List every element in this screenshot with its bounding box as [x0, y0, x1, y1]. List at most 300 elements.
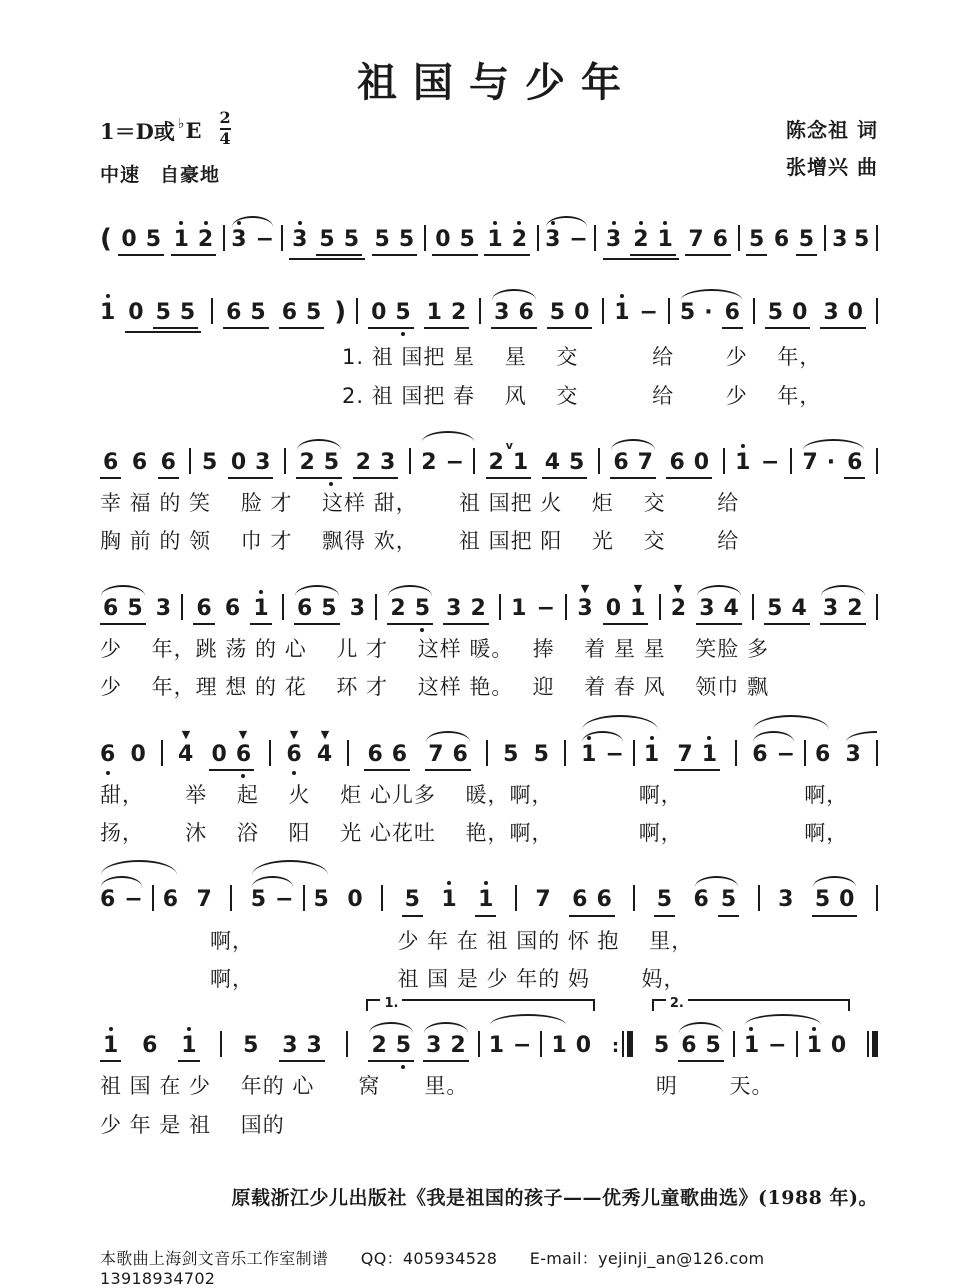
slur-group	[489, 1026, 567, 1058]
note	[390, 597, 405, 621]
note	[606, 597, 621, 621]
note	[823, 301, 838, 325]
octave-dot-above	[237, 221, 241, 225]
note-digit: 1	[103, 1033, 119, 1059]
note	[633, 228, 648, 252]
note	[792, 301, 807, 325]
note	[197, 888, 212, 912]
note-digit: 3	[426, 1033, 442, 1059]
slur-arc	[101, 876, 142, 887]
barline	[473, 448, 475, 474]
note-digit: 6	[724, 300, 740, 326]
note-digit: 7	[428, 741, 444, 767]
note	[367, 743, 382, 767]
notation-line	[100, 996, 878, 1062]
note-digit: 1	[512, 449, 529, 475]
barline	[537, 225, 539, 251]
slur-arc	[252, 860, 328, 875]
note	[306, 301, 321, 325]
beam-group	[547, 301, 593, 329]
note	[395, 301, 410, 325]
barline	[598, 448, 600, 474]
barline	[733, 1031, 735, 1057]
beam-group	[678, 1034, 724, 1062]
octave-dot-above	[639, 221, 643, 225]
note	[706, 1034, 721, 1058]
duration-dash: −	[124, 887, 143, 913]
barline	[594, 225, 596, 251]
system-3	[100, 438, 878, 556]
slur-group	[752, 735, 830, 767]
note	[799, 228, 814, 252]
slur-group	[680, 301, 743, 329]
beam-group	[696, 597, 742, 625]
note	[488, 438, 513, 475]
note-digit: 5	[243, 1033, 259, 1059]
notation-line	[100, 582, 878, 625]
note-digit: 6	[518, 300, 534, 326]
note	[344, 228, 359, 252]
slur-arc	[753, 731, 794, 742]
note	[460, 228, 475, 252]
octave-dot-above	[650, 736, 654, 740]
lyric-line: 幸 福 的 笑 脸 才 这样 甜， 祖 国把 火 炬 交 给	[100, 491, 740, 516]
beam-group	[603, 228, 679, 260]
note	[371, 301, 386, 325]
barline	[356, 298, 358, 324]
slur-group	[421, 443, 475, 475]
composer-credit: 张增兴 曲	[786, 155, 878, 179]
slur-group	[100, 888, 143, 912]
note-digit: 3	[231, 227, 247, 252]
note	[324, 451, 339, 475]
note-digit: 6	[226, 300, 242, 326]
note	[658, 228, 673, 252]
beam-group	[223, 301, 269, 329]
note	[574, 301, 589, 325]
note	[503, 743, 518, 767]
beam-group	[171, 228, 217, 256]
barline	[876, 740, 878, 766]
barline	[796, 1031, 798, 1057]
song-title: 祖国与少年	[357, 59, 637, 106]
slur-arc	[803, 439, 864, 450]
note-digit: 2	[488, 449, 504, 475]
note-digit: 3	[255, 449, 271, 475]
accent-mark: ▼	[674, 582, 683, 595]
slur-arc	[424, 1022, 468, 1033]
barline	[723, 448, 725, 474]
duration-dash: −	[776, 741, 796, 767]
system-7	[100, 996, 878, 1139]
beam-group	[100, 1034, 121, 1062]
barline	[346, 1031, 348, 1057]
octave-dot-above	[179, 221, 183, 225]
note-digit: 6	[131, 449, 148, 475]
note	[202, 451, 217, 475]
note-digit: 4	[544, 449, 560, 475]
beam-group	[158, 451, 179, 479]
barline	[269, 740, 271, 766]
note-digit: 4	[316, 741, 333, 767]
note-digit: 6	[224, 595, 241, 621]
note-digit: 5	[398, 227, 415, 252]
parenthesis: )	[334, 297, 347, 328]
note-digit: 5	[853, 227, 870, 252]
slur-arc	[492, 289, 536, 300]
octave-dot-above	[551, 221, 555, 225]
note	[688, 228, 703, 252]
note-digit: 6	[613, 449, 629, 475]
barline	[381, 885, 383, 911]
note	[669, 451, 684, 475]
note	[156, 301, 171, 325]
barline	[281, 225, 283, 251]
barline	[876, 298, 878, 324]
lyric-line: 少 年，跳 荡 的 心 儿 才 这样 暖。 捧 着 星 星 笑脸 多	[100, 636, 769, 661]
slur-arc	[490, 1014, 566, 1025]
note	[180, 301, 195, 325]
note	[577, 582, 593, 621]
note-digit: 6	[847, 449, 863, 475]
note	[128, 301, 143, 325]
octave-dot-above	[204, 221, 208, 225]
beam-group	[630, 228, 676, 256]
note	[721, 888, 736, 912]
note-digit: 6	[773, 227, 790, 252]
note	[569, 451, 584, 475]
note-digit: 1	[488, 1033, 505, 1059]
note-digit: 5	[306, 300, 322, 326]
note	[421, 451, 436, 475]
note-digit: 2	[421, 449, 437, 475]
repeat-end-barline	[612, 1026, 633, 1057]
note	[121, 228, 136, 252]
beam-group	[718, 888, 739, 916]
note-digit: 2	[299, 449, 315, 475]
note-digit: 0	[211, 741, 227, 767]
beam-group	[125, 301, 201, 333]
note-digit: 6	[596, 887, 612, 913]
note	[832, 228, 847, 252]
beam-group	[294, 597, 340, 625]
slur-group	[251, 880, 329, 912]
note-digit: 2	[470, 595, 486, 621]
barline	[633, 740, 635, 766]
volta-group	[653, 996, 847, 1062]
note-digit: 5	[155, 300, 171, 326]
beam-group	[820, 301, 866, 329]
note-digit: 6	[281, 300, 297, 326]
note	[550, 301, 565, 325]
note	[446, 597, 461, 621]
note	[161, 451, 176, 475]
octave-dot-above	[109, 1027, 113, 1031]
note	[428, 743, 443, 767]
note	[845, 743, 860, 767]
note-digit: 6	[712, 227, 728, 252]
note	[677, 743, 692, 767]
slur-arc	[813, 876, 857, 887]
duration-dash: −	[768, 1033, 787, 1059]
note	[282, 301, 297, 325]
slur-arc	[252, 876, 293, 887]
note	[744, 1034, 759, 1058]
note	[778, 888, 793, 912]
beam-group	[364, 743, 410, 771]
note-digit: 6	[100, 741, 116, 767]
slur-group	[752, 743, 795, 767]
lyricist-credit: 陈念祖 词	[786, 118, 878, 142]
barline	[790, 448, 792, 474]
slur-arc	[695, 876, 739, 887]
octave-dot-above	[493, 221, 497, 225]
note	[802, 451, 817, 475]
beam-group	[674, 743, 720, 771]
note	[426, 1034, 441, 1058]
note-digit: 1	[614, 300, 630, 326]
meter-numerator: 2	[219, 108, 231, 127]
note	[654, 1034, 669, 1058]
note-digit: 1	[253, 595, 269, 621]
note-digit: 3	[823, 300, 839, 326]
system-4	[100, 582, 878, 702]
lyric-line: 2. 祖 国把 春 风 交 给 少 年，	[100, 383, 822, 408]
note-digit: 1	[743, 1033, 760, 1059]
repeat-dots: :	[611, 1036, 620, 1058]
note-digit: 2	[633, 227, 649, 252]
credits-block	[786, 112, 878, 186]
note	[255, 451, 270, 475]
note	[644, 743, 659, 767]
slur-arc	[745, 1014, 821, 1025]
beam-group	[569, 888, 615, 916]
note-digit: 3	[379, 449, 396, 475]
barline	[152, 885, 154, 911]
note	[630, 582, 646, 621]
note	[103, 597, 118, 621]
note-digit: 0	[121, 227, 137, 252]
barline	[181, 594, 183, 620]
note	[694, 451, 709, 475]
note-digit: 1	[735, 449, 751, 475]
barline	[735, 740, 737, 766]
time-signature	[219, 110, 230, 147]
note-digit: 5	[705, 1033, 721, 1059]
beam-group	[279, 1034, 325, 1062]
lyric-line: 祖 国 在 少 年的 心 窝 里。 明 天。	[100, 1074, 774, 1099]
slur-group	[694, 888, 740, 916]
note	[791, 597, 806, 621]
note-digit: 6	[669, 449, 685, 475]
note-digit: 5	[202, 449, 218, 475]
beam-group	[353, 451, 399, 479]
note-digit: 1	[581, 741, 597, 767]
note	[657, 888, 672, 912]
breath-mark: v	[505, 438, 513, 452]
octave-dot-above	[447, 881, 451, 885]
note-digit: 4	[723, 595, 739, 621]
note	[380, 451, 395, 475]
note-digit: 3	[155, 595, 172, 621]
note-digit: 3	[822, 595, 839, 621]
barline	[347, 740, 349, 766]
note	[198, 228, 213, 252]
note-digit: 6	[142, 1033, 158, 1059]
beam-group	[654, 888, 675, 916]
note	[243, 1034, 258, 1058]
barline	[633, 885, 635, 911]
note	[735, 451, 750, 475]
note-digit: 5	[720, 887, 737, 913]
beam-group	[432, 228, 478, 256]
note	[847, 597, 862, 621]
beam-group	[296, 451, 342, 479]
slur-arc	[611, 439, 655, 450]
note-digit: 5	[145, 227, 162, 252]
note-digit: 7	[688, 227, 704, 252]
duration-dash: −	[605, 741, 624, 767]
beam-group	[764, 597, 810, 625]
note	[174, 228, 189, 252]
note-digit: 5	[404, 887, 420, 913]
note	[307, 1034, 322, 1058]
note	[163, 888, 178, 912]
octave-dot-above	[187, 1027, 191, 1031]
slur-arc	[297, 439, 341, 450]
beam-group	[820, 597, 866, 625]
beam-group	[603, 582, 649, 625]
octave-dot-below	[241, 774, 245, 778]
barline	[303, 885, 305, 911]
notation-line	[100, 220, 878, 260]
slur-group	[231, 228, 274, 252]
note	[103, 1034, 118, 1058]
note-digit: 6	[235, 741, 252, 767]
score-systems	[100, 220, 878, 1139]
score-meta	[100, 108, 878, 187]
beam-group	[765, 301, 811, 329]
note	[511, 597, 526, 621]
note-digit: 6	[752, 741, 768, 767]
note-digit: 2	[371, 1033, 387, 1059]
note	[606, 228, 621, 252]
note-digit: 5	[459, 227, 475, 252]
barline	[282, 594, 284, 620]
notation-line	[100, 880, 878, 916]
meter-denominator: 4	[219, 129, 231, 148]
beam-group	[666, 451, 712, 479]
barline	[876, 225, 878, 251]
note-digit: 1	[100, 300, 116, 326]
note-digit: 5	[798, 227, 815, 252]
note-digit: 6	[100, 887, 116, 913]
note	[848, 301, 863, 325]
note-digit: 5	[653, 1033, 670, 1059]
octave-dot-above	[749, 1027, 753, 1031]
barline	[540, 1031, 542, 1057]
slur-group	[581, 735, 659, 767]
note-digit: 3	[349, 595, 366, 621]
note-digit: 7	[196, 887, 212, 913]
accent-mark: ▼	[289, 728, 299, 741]
barline	[223, 225, 225, 251]
beam-group	[100, 451, 121, 479]
note-digit: 5	[319, 227, 335, 252]
note	[451, 301, 466, 325]
octave-dot-above	[298, 221, 302, 225]
note	[831, 1034, 846, 1058]
source-note: 原载浙江少儿出版社《我是祖国的孩子——优秀儿童歌曲选》(1988 年)。	[231, 1186, 878, 1209]
octave-dot-above	[620, 294, 624, 298]
note-digit: 3	[778, 887, 794, 913]
note	[392, 743, 407, 767]
slur-arc	[295, 585, 339, 596]
note	[314, 888, 329, 912]
barline	[375, 594, 377, 620]
note	[292, 228, 307, 252]
system-6	[100, 880, 878, 993]
note	[299, 451, 314, 475]
note-digit: 1	[806, 1033, 822, 1059]
barline	[804, 740, 806, 766]
note-digit: 6	[367, 741, 383, 767]
note-digit: 1	[511, 595, 527, 621]
barline	[876, 594, 878, 620]
beam-group	[193, 597, 214, 625]
beam-group	[368, 1034, 414, 1062]
slur-arc	[846, 731, 876, 742]
thin-barline	[867, 1031, 869, 1057]
octave-dot-above	[259, 590, 263, 594]
note-digit: 2	[670, 595, 687, 621]
note-digit: 3	[494, 300, 510, 326]
key-signature	[100, 108, 231, 149]
thick-barline	[627, 1031, 633, 1057]
note-digit: 5	[767, 300, 784, 326]
octave-dot-above	[612, 221, 616, 225]
barline	[478, 1031, 480, 1057]
note	[297, 597, 312, 621]
slur-arc	[679, 1022, 723, 1033]
duration-dash: −	[536, 595, 555, 621]
note	[487, 228, 502, 252]
note	[576, 1034, 591, 1058]
note-digit: 1	[551, 1033, 567, 1059]
lyric-line: 啊， 少 年 在 祖 国的 怀 抱 里，	[100, 928, 694, 953]
note	[545, 451, 560, 475]
beam-group	[423, 1034, 469, 1062]
octave-dot-below	[329, 482, 333, 486]
note	[534, 743, 549, 767]
note	[807, 1034, 822, 1058]
note-digit: 3	[577, 595, 593, 621]
slur-arc	[681, 289, 742, 300]
note	[518, 301, 533, 325]
beam-group	[100, 597, 146, 625]
publisher-footer: 本歌曲上海剑文音乐工作室制谱 QQ：405934528 E-mail：yejinji_an@126.com 13918934702	[100, 1248, 798, 1288]
note	[470, 597, 485, 621]
beam-group	[722, 301, 743, 329]
note	[142, 1034, 157, 1058]
beam-group	[316, 228, 362, 256]
duration-dash: −	[760, 449, 780, 475]
note-digit: 0	[347, 887, 363, 913]
octave-dot-below	[106, 771, 110, 775]
octave-dot-above	[741, 444, 745, 448]
key-note: E	[185, 118, 202, 143]
barline	[515, 885, 517, 911]
